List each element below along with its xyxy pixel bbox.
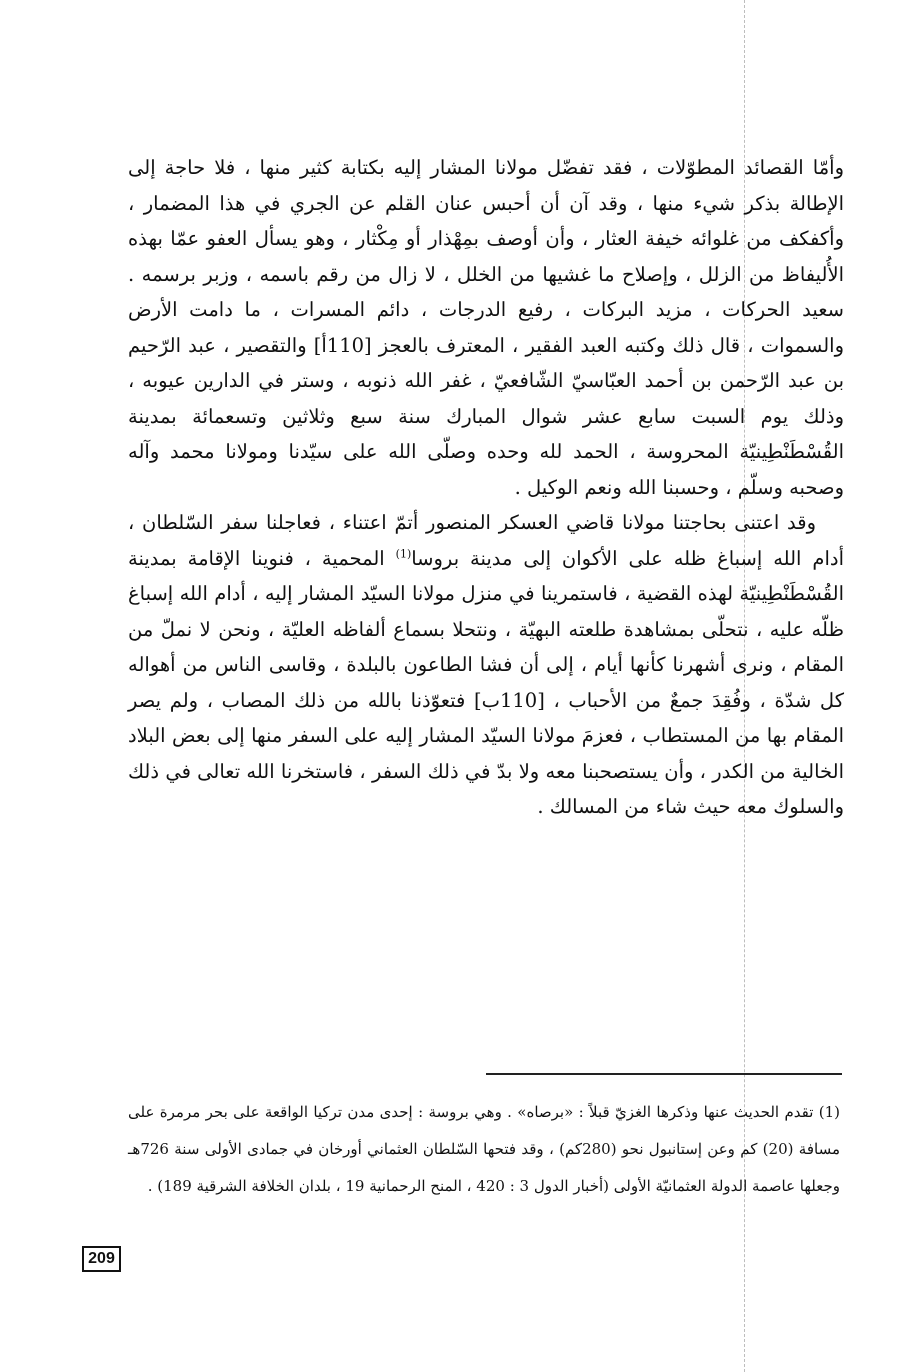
main-text <box>128 150 844 825</box>
footnote-reference[interactable]: (1) <box>395 547 412 560</box>
paragraph-2 <box>128 505 844 825</box>
footnote-1: (1) تقدم الحديث عنها وذكرها الغزيّ قبلاً : «برصاه» . وهي بروسة : إحدى مدن تركيا الواقعة على بحر مرمرة على مسافة (20) كم وعن إستانبول نحو (280كم) ، وقد فتحها السّلطان العثماني أورخان في جمادى الأولى سنة 726هـ وجعلها عاصمة الدولة العثمانيّة الأولى (أخبار الدول 3 : 420 ، المنح الرحمانية 19 ، بلدان الخلافة الشرقية 189) . <box>128 1103 840 1195</box>
page-number: 209 <box>82 1246 121 1272</box>
paragraph-1: وأمّا القصائد المطوّلات ، فقد تفضّل مولانا المشار إليه بكتابة كثير منها ، فلا حاجة إلى الإطالة بذكر شيء منها ، وقد آن أن أحبس عنان القلم عن الجري في هذا المضمار ، وأكفكف من غلوائه خيفة العثار ، وأن أوصف بمِهْذار أو مِكْثار ، وهو يسأل العفو عمّا بهذه الأُليفاظ من الزلل ، وإصلاح ما غشيها من الخلل ، لا زال من رقم باسمه ، وزبر برسمه . سعيد الحركات ، مزيد البركات ، رفيع الدرجات ، دائم المسرات ، ما دامت الأرض والسموات ، قال ذلك وكتبه العبد الفقير ، المعترف بالعجز [110أ] والتقصير ، عبد الرّحيم بن عبد الرّحمن بن أحمد العبّاسيّ الشّافعيّ ، غفر الله ذنوبه ، وستر في الدارين عيوبه ، وذلك يوم السبت سابع عشر شوال المبارك سنة سبع وثلاثين وتسعمائة بمدينة القُسْطَنْطِينيّة المحروسة ، الحمد لله وحده وصلّى الله على سيّدنا ومولانا محمد وآله وصحبه وسلّم ، وحسبنا الله ونعم الوكيل . <box>128 156 845 499</box>
footnote-divider <box>486 1073 842 1075</box>
paragraph-2-rest: المحمية ، فنوينا الإقامة بمدينة القُسْطَنْطِينيّة لهذه القضية ، فاستمرينا في منزل مولانا السيّد المشار إليه ، أدام الله إسباغ ظلّه عليه ، نتحلّى بمشاهدة طلعته البهيّة ، ونتحلا بسماع ألفاظه العليّة ، ونحن لا نملّ من المقام ، ونرى أشهرنا كأنها أيام ، إلى أن فشا الطاعون بالبلدة ، وقاسى الناس من أهواله كل شدّة ، وفُقِدَ جمعٌ من الأحباب ، [110ب] فتعوّذنا بالله من ذلك المصاب ، ولم يصر المقام بها من المستطاب ، فعزمَ مولانا السيّد المشار إليه على السفر منها إلى بعض البلاد الخالية من الكدر ، وأن يستصحبنا معه ولا بدّ في ذلك السفر ، فاستخرنا الله تعالى في ذلك والسلوك معه حيث شاء من المسالك . <box>128 546 844 818</box>
paragraph-2-start: وقد اعتنى بحاجتنا مولانا قاضي العسكر المنصور أتمّ اعتناء ، فعاجلنا سفر السّلطان ، أدام الله إسباغ ظله على الأكوان إلى مدينة بروسا <box>128 511 844 570</box>
